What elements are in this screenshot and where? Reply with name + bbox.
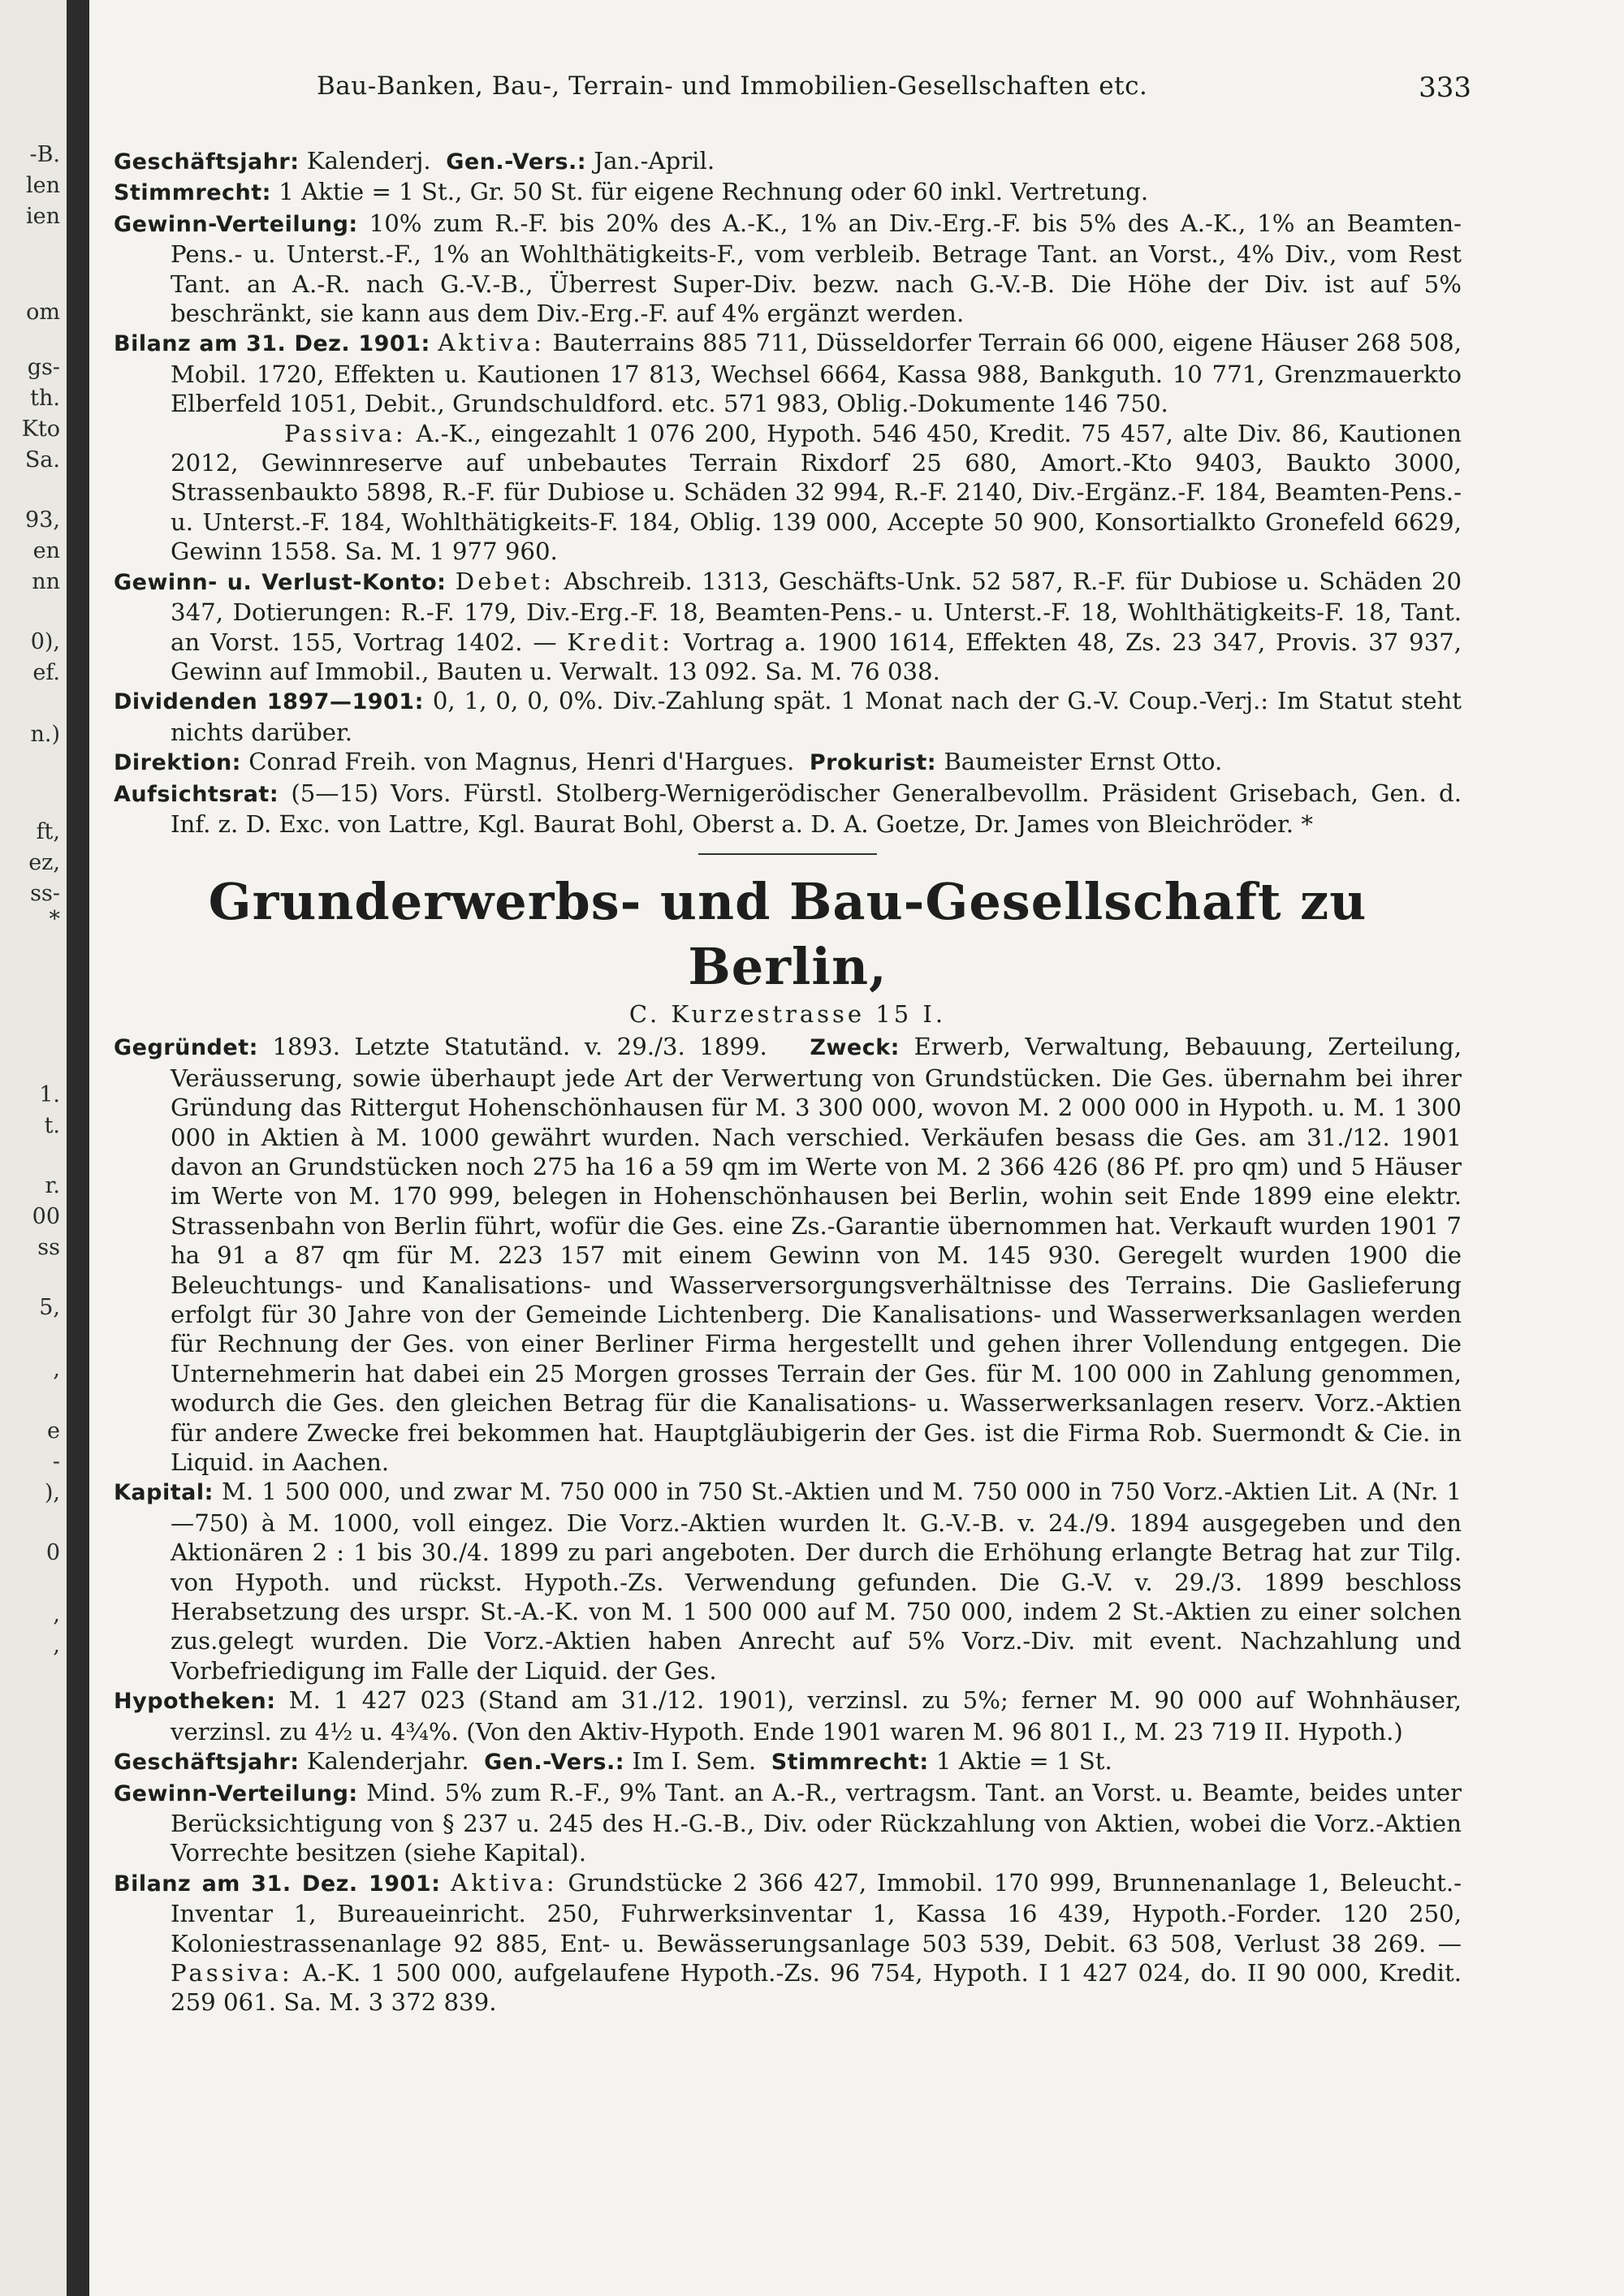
margin-fragment: 1.: [39, 1082, 60, 1107]
margin-fragment: ,: [53, 1602, 60, 1627]
margin-fragment: 93,: [25, 507, 60, 533]
book-binding-shadow: [67, 0, 89, 2296]
entry-geschaeftsjahr: Geschäftsjahr: Kalenderj. Gen.-Vers.: Jan.-April.: [114, 147, 715, 175]
margin-fragment: *: [49, 907, 60, 932]
margin-fragment: 0),: [30, 629, 60, 654]
entry-direktion: Direktion: Conrad Freih. von Magnus, Henri d'Hargues. Prokurist: Baumeister Ernst Otto.: [114, 748, 1223, 776]
entry-dividenden: Dividenden 1897—1901: 0, 1, 0, 0, 0%. Div.-Zahlung spät. 1 Monat nach der G.-V. Coup.-Verj.: Im Statut steht nichts darüber.: [114, 687, 1462, 746]
entry-gewinn-verteilung: Gewinn-Verteilung: 10% zum R.-F. bis 20% des A.-K., 1% an Div.-Erg.-F. bis 5% des A.-K., 1% an Beamten-Pens.- u. Unterst.-F., 1% an Wohlthätigkeits-F., vom verbleib. Betrage Tant. an Vorst., 4% Div., vom Rest Tant. an A.-R. nach G.-V.-B., Überrest Super-Div. bezw. nach G.-V.-B. Die Höhe der Div. ist auf 5% beschränkt, sie kann aus dem Div.-Erg.-F. auf 4% ergänzt werden.: [114, 209, 1462, 328]
margin-fragment: Kto: [21, 416, 60, 442]
margin-fragment: r.: [45, 1173, 60, 1198]
entry-hypotheken: Hypotheken: M. 1 427 023 (Stand am 31./12. 1901), verzinsl. zu 5%; ferner M. 90 000 auf Wohnhäuser, verzinsl. zu 4½ u. 4¾%. (Von den Aktiv-Hypoth. Ende 1901 waren M. 96 801 I., M. 23 719 II. Hypoth.): [114, 1686, 1462, 1746]
entry-geschaeftsjahr-2: Geschäftsjahr: Kalenderjahr. Gen.-Vers.: Im I. Sem. Stimmrecht: 1 Aktie = 1 St.: [114, 1747, 1112, 1776]
entry-bilanz-passiva: Passiva: A.-K., eingezahlt 1 076 200, Hypoth. 546 450, Kredit. 75 457, alte Div. 86, Kautionen 2012, Gewinnreserve auf unbebautes Terrain Rixdorf 25 680, Amort.-Kto 9403, Baukto 3000, Strassenbaukto 5898, R.-F. für Dubiose u. Schäden 32 994, R.-F. 2140, Div.-Ergänz.-F. 184, Beamten-Pens.- u. Unterst.-F. 184, Wohlthätigkeits-F. 184, Oblig. 139 000, Accepte 50 900, Konsortialkto Gronefeld 6629, Gewinn 1558. Sa. M. 1 977 960.: [171, 419, 1462, 566]
margin-fragment: ft,: [36, 819, 60, 844]
margin-fragment: ien: [25, 204, 60, 229]
body-text: [114, 146, 1462, 2018]
margin-fragment: ),: [44, 1480, 60, 1505]
margin-fragment: n.): [30, 722, 60, 747]
margin-fragment: 0: [45, 1540, 60, 1565]
entry-bilanz-2: Bilanz am 31. Dez. 1901: Aktiva: Grundstücke 2 366 427, Immobil. 170 999, Brunnenanlage 1, Beleucht.-Inventar 1, Bureaueinricht. 250, Fuhrwerksinventar 1, Kassa 16 439, Hypoth.-Forder. 120 250, Koloniestrassenanlage 92 885, Ent- u. Bewässerungsanlage 503 539, Debit. 63 508, Verlust 38 269. — Passiva: A.-K. 1 500 000, aufgelaufene Hypoth.-Zs. 96 754, Hypoth. I 1 427 024, do. II 90 000, Kredit. 259 061. Sa. M. 3 372 839.: [114, 1868, 1462, 2017]
entry-bilanz: Bilanz am 31. Dez. 1901: Aktiva: Bauterrains 885 711, Düsseldorfer Terrain 66 000, eigene Häuser 268 508, Mobil. 1720, Effekten u. Kautionen 17 813, Wechsel 6664, Kassa 988, Bankguth. 10 771, Grenzmauerkto Elberfeld 1051, Debit., Grundschuldford. etc. 571 983, Oblig.-Dokumente 146 750.: [114, 329, 1462, 418]
margin-fragment: en: [32, 538, 60, 563]
page-number: 333: [1419, 71, 1471, 104]
company-title: Grunderwerbs- und Bau-Gesellschaft zu Berlin,: [208, 872, 1367, 997]
margin-fragment: th.: [30, 386, 60, 411]
margin-fragment: 00: [32, 1204, 60, 1229]
page-header: [114, 65, 1471, 114]
margin-fragment: ss-: [30, 881, 60, 906]
entry-stimmrecht: Stimmrecht: 1 Aktie = 1 St., Gr. 50 St. für eigene Rechnung oder 60 inkl. Vertretung.: [114, 178, 1149, 206]
entry-gewinn-verteilung-2: Gewinn-Verteilung: Mind. 5% zum R.-F., 9% Tant. an A.-R., vertragsm. Tant. an Vorst. u. Beamte, beides unter Berücksichtigung von § 237 u. 245 des H.-G.-B., Div. oder Rückzahlung von Aktien, wobei die Vorz.-Aktien Vorrechte besitzen (siehe Kapital).: [114, 1778, 1462, 1867]
margin-fragment: ,: [53, 1633, 60, 1658]
margin-fragment: ,: [53, 1357, 60, 1382]
margin-fragment: e: [47, 1418, 60, 1444]
company-address: C. Kurzestrasse 15 I.: [628, 1000, 947, 1029]
entry-aufsichtsrat: Aufsichtsrat: (5—15) Vors. Fürstl. Stolberg-Wernigerödischer Generalbevollm. Präsident Grisebach, Gen. d. Inf. z. D. Exc. von Lattre, Kgl. Baurat Bohl, Oberst a. D. A. Goetze, Dr. James von Bleichröder. *: [114, 779, 1462, 838]
margin-fragment: ez,: [28, 850, 60, 875]
margin-fragment: -B.: [29, 142, 60, 167]
left-page-margin: [0, 0, 67, 2296]
margin-fragment: ss: [37, 1235, 60, 1260]
running-title: Bau-Banken, Bau-, Terrain- und Immobilien-Gesellschaften etc.: [317, 71, 1148, 101]
margin-fragment: om: [26, 300, 60, 325]
margin-fragment: Sa.: [24, 447, 60, 473]
margin-fragment: 5,: [39, 1295, 60, 1320]
entry-kapital: Kapital: M. 1 500 000, und zwar M. 750 000 in 750 St.-Aktien und M. 750 000 in 750 Vorz.-Aktien Lit. A (Nr. 1—750) à M. 1000, voll eingez. Die Vorz.-Aktien wurden lt. G.-V.-B. v. 24./9. 1894 ausgegeben und den Aktionären 2 : 1 bis 30./4. 1899 zu pari angeboten. Der durch die Erhöhung erlangte Betrag hat zur Tilg. von Hypoth. und rückst. Hypoth.-Zs. Verwendung gefunden. Die G.-V. v. 29./3. 1899 beschloss Herabsetzung des urspr. St.-A.-K. von M. 1 500 000 auf M. 750 000, indem 2 St.-Aktien zu einer solchen zus.gelegt wurden. Die Vorz.-Aktien haben Anrecht auf 5% Vorz.-Div. mit event. Nachzahlung und Vorbefriedigung im Falle der Liquid. der Ges.: [114, 1478, 1462, 1685]
section-divider: [698, 853, 877, 855]
margin-fragment: gs-: [27, 355, 60, 380]
entry-gewinn-verlust: Gewinn- u. Verlust-Konto: Debet: Abschreib. 1313, Geschäfts-Unk. 52 587, R.-F. für Dubiose u. Schäden 20 347, Dotierungen: R.-F. 179, Div.-Erg.-F. 18, Beamten-Pens.- u. Unterst.-F. 18, Wohlthätigkeits-F. 18, Tant. an Vorst. 155, Vortrag 1402. — Kredit: Vortrag a. 1900 1614, Effekten 48, Zs. 23 347, Provis. 37 937, Gewinn auf Immobil., Bauten u. Verwalt. 13 092. Sa. M. 76 038.: [114, 567, 1462, 685]
entry-gegruendet: Gegründet: 1893. Letzte Statutänd. v. 29./3. 1899. Zweck: Erwerb, Verwaltung, Bebauung, Zerteilung, Veräusserung, sowie überhaupt jede Art der Verwertung von Grundstücken. Die Ges. übernahm bei ihrer Gründung das Rittergut Hohenschönhausen für M. 3 300 000, wovon M. 2 000 000 in Hypoth. u. M. 1 300 000 in Aktien à M. 1000 gewährt wurden. Nach verschied. Verkäufen besass die Ges. am 31./12. 1901 davon an Grundstücken noch 275 ha 16 a 59 qm im Werte von M. 2 366 426 (86 Pf. pro qm) und 5 Häuser im Werte von M. 170 999, belegen in Hohenschönhausen bei Berlin, wohin seit Ende 1899 eine elektr. Strassenbahn von Berlin führt, wofür die Ges. eine Zs.-Garantie übernommen hat. Verkauft wurden 1901 7 ha 91 a 87 qm für M. 223 157 mit einem Gewinn von M. 145 930. Geregelt wurden 1900 die Beleuchtungs- und Kanalisations- und Wasserversorgungsverhältnisse des Terrains. Die Gaslieferung erfolgt für 30 Jahre von der Gemeinde Lichtenberg. Die Kanalisations- und Wasserwerksanlagen werden für Rechnung der Ges. von einer Berliner Firma hergestellt und gehen ihrer Vollendung entgegen. Die Unternehmerin hat dabei ein 25 Morgen grosses Terrain der Ges. für M. 100 000 in Zahlung genommen, wodurch die Ges. den gleichen Betrag für die Kanalisations- u. Wasserwerksanlagen reserv. Vorz.-Aktien für andere Zwecke frei bekommen hat. Hauptgläubigerin der Ges. ist die Firma Rob. Suermondt & Cie. in Liquid. in Aachen.: [114, 1033, 1462, 1477]
margin-fragment: nn: [32, 569, 60, 594]
margin-fragment: t.: [44, 1113, 60, 1138]
margin-fragment: len: [25, 173, 60, 198]
margin-fragment: -: [52, 1449, 60, 1474]
margin-fragment: ef.: [32, 660, 60, 685]
